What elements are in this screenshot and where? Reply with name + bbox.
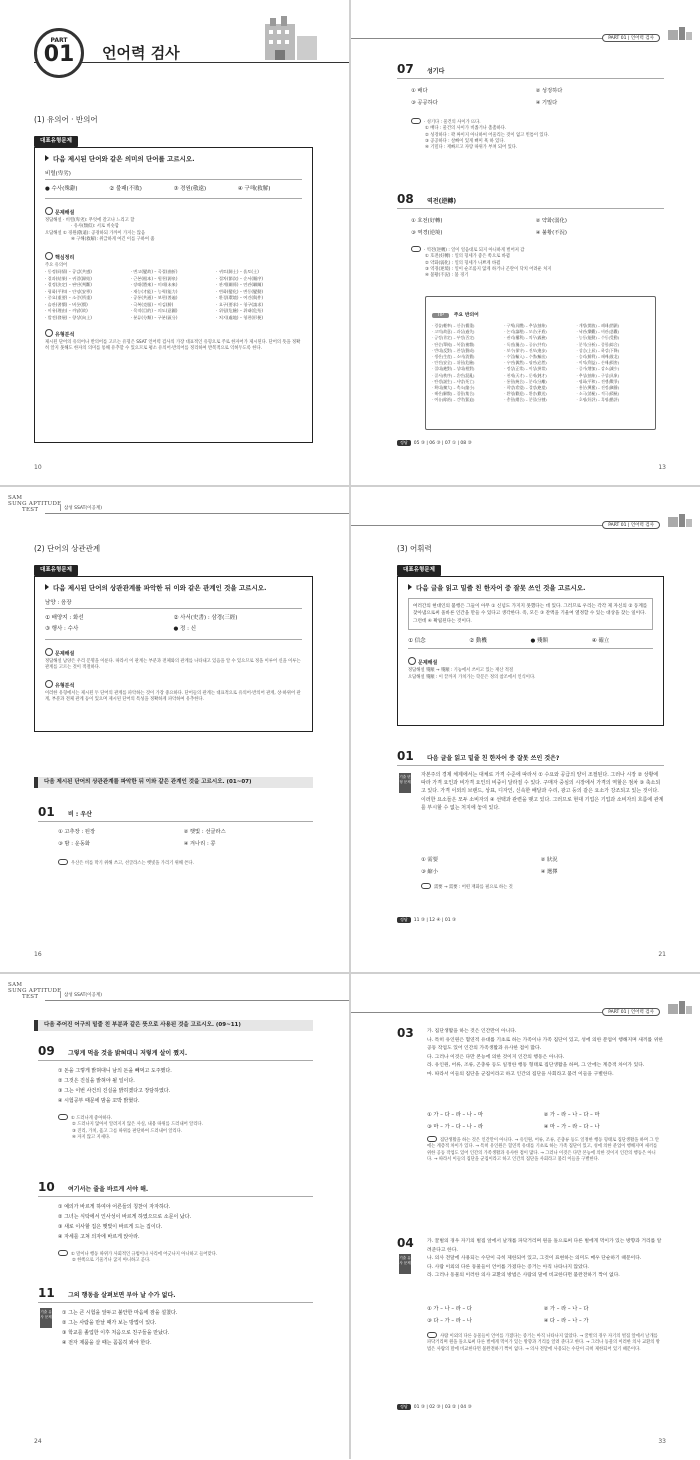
q01-note: 우산은 비를 막기 위해 쓰고, 선글라스는 햇빛을 가리기 위해 쓴다.: [58, 859, 309, 867]
spread-2: [0, 487, 700, 972]
question-number: 03: [397, 1026, 414, 1040]
explain-icon: [58, 859, 68, 865]
q07-options: [411, 86, 660, 110]
option[interactable]: ③ 밤 : 운동화: [58, 841, 91, 847]
word-pair: · 승리(勝利) – 패배(敗北): [576, 354, 620, 360]
option[interactable]: ② 약화(弱化): [535, 218, 567, 224]
option[interactable]: ④ 전자 제품을 살 때는 꼼꼼히 봐야 한다.: [62, 1340, 152, 1346]
header-title: 삼성 SSAT(이공계): [60, 992, 102, 998]
option[interactable]: ③ 학교를 졸업한 이후 처음으로 친구들을 만났다.: [62, 1330, 170, 1336]
options: [45, 184, 302, 192]
option[interactable]: ④ 구해(救解): [237, 186, 271, 192]
question-text: 그의 행동을 살펴보면 부아 날 수가 없다.: [68, 1292, 176, 1299]
word-pair: · 천재(天才) – 둔재(鈍才): [504, 372, 547, 378]
explain-lines: 정답해설 · 비렬(卑劣): 무엇에 갈고나 느리고 할 · 유사(類似): 서로 비슷함 오답해설 ① 경원(敬遠): 공경하되 가까이 가지는 않음 ④ 구해(救解): 위급하게 여긴 이를 구하여 줌: [45, 218, 155, 243]
question-number: 07: [397, 62, 414, 76]
page-number: 16: [34, 951, 42, 958]
word-pair: · 소극(消極) – 적극(積極): [576, 391, 620, 397]
triangle-icon: [45, 155, 49, 161]
question: 다음 제시된 단어의 상관관계를 파악한 뒤 이와 같은 관계인 것을 고르시오.: [45, 583, 302, 592]
answer-line: 정답 01 ③ | 02 ③ | 03 ② | 04 ③: [397, 1404, 472, 1410]
header-line: [45, 513, 349, 514]
rep-question-box: [34, 147, 313, 443]
option[interactable]: ② 狀況: [540, 857, 558, 863]
explain-icon: [411, 246, 421, 252]
option[interactable]: ④ 시험공부 때문에 밤을 꼬박 밝혔다.: [58, 1098, 140, 1104]
question-number: 01: [38, 805, 55, 819]
option[interactable]: ① 호전(好轉): [411, 218, 443, 224]
part-title: 언어력 검사: [102, 44, 180, 62]
page-16: [0, 487, 349, 972]
q03-options: [427, 1110, 660, 1134]
rep-question-box: [397, 576, 664, 726]
option[interactable]: ② 성겅하다: [535, 88, 563, 94]
option[interactable]: ② 그는 사람을 만날 때가 보는 방법이 있다.: [62, 1320, 157, 1326]
option[interactable]: ④ 마 – 가 – 라 – 다 – 나: [543, 1124, 600, 1130]
page-number: 33: [658, 1438, 666, 1445]
word-pair: · 평화(平和) – 전쟁(戰爭): [576, 378, 620, 384]
q10-options: [58, 1202, 309, 1242]
exam-badge: 기출 변형 문제: [399, 773, 411, 793]
explain-icon: [427, 1332, 437, 1338]
word-pair: · 총합(總合) – 분할(分割): [504, 397, 547, 403]
word-pair: · 재능(才能) – 능력(能力): [130, 288, 178, 294]
option[interactable]: ③ 역경(逆境): [411, 230, 443, 236]
word-pair: · 추상(抽象) – 구상(具象): [576, 372, 620, 378]
option[interactable]: ① 배다: [411, 88, 428, 94]
word-pair: · 증가(增加) – 감소(減少): [576, 366, 620, 372]
word-pair: · 질서(秩序) – 혼란(混亂): [432, 372, 475, 378]
q04-options: [427, 1304, 660, 1328]
answer-line: 정답 05 ③ | 06 ③ | 07 ① | 08 ③: [397, 440, 472, 446]
word-pair: · 분석(分析) – 종합(綜合): [576, 341, 620, 347]
spread-1: [0, 0, 700, 485]
question-number: 10: [38, 1180, 55, 1194]
part-number: 01: [43, 42, 75, 67]
option[interactable]: ② 불패(不敗): [109, 186, 142, 192]
option[interactable]: ① 需要: [421, 857, 439, 863]
options: [45, 613, 302, 635]
page-24: [0, 974, 349, 1459]
word-pair: · 절차(節次) – 순서(順序): [216, 275, 264, 281]
word-pair: · 반대(反對) – 찬성(贊成): [432, 347, 475, 353]
word-pair: · 탄생(誕生) – 사망(死亡): [432, 378, 475, 384]
option[interactable]: ③ 縮小: [421, 869, 439, 875]
word-pair: · 정상(正常) – 이상(異常): [504, 366, 547, 372]
option[interactable]: ④ 자세를 고쳐 의자에 바르게 앉아라.: [58, 1234, 140, 1240]
question-text: 그렇게 먹을 것을 밝혀대니 저렇게 살이 쪘지.: [68, 1050, 188, 1057]
word-pair: · 장래(將來) – 미래(未來): [130, 282, 178, 288]
q01-note: 需要 → 需要 : 어떤 재화를 필요로 하는 것: [421, 883, 660, 891]
q04-sentences: 가. 꿀벌의 경우 자기의 벌집 앞에서 날개를 파닥거리며 원을 돌으로써 다른 벌에게 먹이가 있는 방향과 거리를 알려준다고 한다. 나. 의사 전달에 사용되는 수단이 극히 제한되어 있고, 그것이 표현하는 의미도 매우 단순하기 때문이다. 다. 사람 이외의 다른 동물들이 언어를 가졌다는 증거는 아직 나타나지 않았다. 라. 그러나 동물의 이러한 의사 교환의 방법은 사람의 말에 비교한다면 불완전하기 짝이 없다.: [427, 1239, 662, 1279]
explain-title: 문제해설: [408, 657, 653, 666]
part-badge: [34, 28, 84, 78]
word-pair: · 결과(結果) – 귀결(歸結): [45, 275, 92, 281]
word-pair: · 목적(目的) – 의도(意圖): [130, 308, 178, 314]
word-pair: · 구체(具體) – 추상(抽象): [504, 323, 547, 328]
option[interactable]: ② 사서(史書) : 삼경(三經): [173, 615, 238, 621]
tip-label: TIP: [432, 313, 449, 318]
q08-options: [411, 216, 660, 240]
word-pair: · 변화(變化) – 변동(變動): [216, 288, 264, 294]
triangle-icon: [45, 584, 49, 590]
page-10: [0, 0, 349, 485]
word-pair: · 요구(要求) – 청구(請求): [216, 301, 264, 307]
explain-title: 문제해설: [45, 207, 302, 216]
analysis-title: 유형분석: [45, 329, 302, 338]
word-pair: · 해산(解散) – 집합(集合): [432, 391, 475, 397]
word-pair: · 처지(處地) – 형편(形便): [216, 314, 264, 320]
page-21: [351, 487, 700, 972]
option[interactable]: ② 그녀는 식탁에서 인사성이 바르게 하였으므로 소문이 났다.: [58, 1214, 192, 1220]
word-pair: · 습관(習慣) – 버릇(慣): [45, 301, 88, 307]
word-pair: · 근본(根本) – 원천(源泉): [130, 275, 178, 281]
word-pair: · 독점(獨占) – 공유(共有): [504, 341, 547, 347]
word-pair: · 평화(平和) – 안녕(安寧): [45, 288, 92, 294]
header-tag: PART 01 | 언어력 검사: [602, 34, 660, 42]
option[interactable]: ③ 그는 이번 사건의 진실을 밝히겠다고 장담하였다.: [58, 1088, 171, 1094]
explain-text: 정답해설 남양은 우리 문명을 이룬다. 따라서 이 관계는 부분과 전체와의 관계를 나타내고 있음을 알 수 있으므로 정을 이루어 신을 이루는 관계를 고르는 것이 적절하다.: [45, 659, 301, 671]
q09-note: ① 드러나게 좋아하다. ② 드러나지 않아서 알려지지 않은 사실, 내용 따위를 드러내어 알리다. ③ 진리, 가치, 옳고 그름 따위를 판단하여 드러내어 알리다. ④ 자지 않고 지새다.: [58, 1114, 309, 1141]
word-pair: · 우연(偶然) – 필연(必然): [504, 360, 547, 366]
header-line: [45, 1000, 349, 1001]
word-pair: · 낙관(樂觀) – 비관(悲觀): [576, 329, 620, 335]
word-pair: · 공통(共通) – 보편(普遍): [130, 295, 178, 301]
word-pair: · 결정(決定) – 판단(判斷): [45, 282, 92, 288]
question: 다음 제시된 단어와 같은 의미의 단어를 고르시오.: [45, 154, 302, 163]
option[interactable]: ① 가 – 나 – 라 – 다: [427, 1306, 472, 1312]
given-word: 비렬(卑劣): [45, 169, 302, 180]
word-pair: · 안전(安全) – 위험(危險): [432, 360, 475, 366]
header-tag: PART 01 | 언어력 검사: [602, 521, 660, 529]
word-pair: · 여유(餘裕) – 긴박(緊迫): [432, 397, 475, 403]
word-pair: · 환영(歡迎) – 환송(歡送): [504, 391, 547, 397]
option[interactable]: ② 그것은 진실을 밝혀야 될 일이다.: [58, 1078, 135, 1084]
word-pair: · 발전(發展) – 향상(向上): [45, 314, 92, 320]
explain-icon: [427, 1136, 437, 1142]
word-pair: · 능동(能動) – 수동(受動): [576, 335, 620, 341]
option[interactable]: ④ 겨나리 : 콩: [183, 841, 216, 847]
word-pair: · 개방(開放) – 폐쇄(閉鎖): [576, 323, 620, 328]
building-icon: [664, 26, 694, 40]
synonym-grid: [45, 269, 302, 321]
triangle-icon: [408, 584, 412, 590]
word-pair: · 확대(擴大) – 축소(縮小): [432, 385, 475, 391]
word-pair: · 극복(克服) – 이김(勝): [130, 301, 174, 307]
option[interactable]: ④ 기밀다: [535, 100, 558, 106]
rep-question-box: [34, 576, 313, 732]
section-title: (3) 어휘력: [397, 544, 432, 553]
explain-icon: [421, 883, 431, 889]
word-pair: · 통합(統合) – 분리(分離): [504, 378, 547, 384]
question-number: 11: [38, 1286, 55, 1300]
q03-note: 집단생활을 하는 것은 인간만이 아니다. → 유인원, 어류, 조류, 곤충류 등도 일정한 행동 형태로 집단생활을 하며 그 안에는 계층적 차이가 있다. → 특히 유인원은 혈연적 유대를 기초로 하는 가족 집단이 있고, 성에 의한 분업이 행해지며 새끼를 위한 공동 작업도 있어 인간의 가족생활과 유사한 점이 많다. → 그러나 이것은 다만 본능에 의한 것이지 인간의 행동은 아니다. → 따라서 이들의 집단을 군집이라고 하고 인간의 집단을 사회라고 불러 이들을 구별한다.: [427, 1138, 660, 1162]
sat-logo: SAM SUNG APTITUDE TEST: [8, 982, 62, 1000]
word-pair: · 생산(生産) – 소비(消費): [432, 354, 475, 360]
option[interactable]: ② 가 – 라 – 나 – 다: [543, 1306, 589, 1312]
word-pair: · 희망(希望) – 절망(絶望): [504, 385, 547, 391]
question-word: 비 : 우산: [68, 811, 92, 818]
rep-label: 대표유형문제: [397, 565, 441, 576]
option[interactable]: ● 정 : 신: [173, 626, 197, 632]
question-number: 04: [397, 1236, 414, 1250]
options: [408, 636, 653, 644]
question-text: 다음 글을 읽고 밑줄 친 한자어 중 잘못 쓰인 것은?: [427, 755, 560, 762]
q04-note: 사람 이외의 다른 동물들이 언어를 가졌다는 증거는 아직 나타나지 않았다. → 꿀벌의 경우 자기의 벌집 앞에서 날개를 파닥거리며 원을 돌으로써 다른 벌에게 먹이가 있는 방향과 거리를 알려 준다고 한다. → 그러나 동물의 이러한 의사 교환의 방법은 사람의 말에 비교한다면 불완전하기 짝이 없다. → 의사 전달에 사용되는 수단이 극히 제한되어 있기 때문이다.: [427, 1334, 660, 1352]
q03-sentences: 가. 집단생활을 하는 것은 인간만이 아니다. 나. 특히 유인원은 혈연적 유대를 기초로 하는 가족이나 가족 집단이 있고, 성에 의한 분업이 행해지며 새끼를 위한 공동 작업도 있어 인간의 가족생활과 유사한 점이 많다. 다. 그러나 이것은 다만 본능에 의한 것이지 인간의 행동은 아니다. 라. 유인원, 어류, 조류, 곤충류 등도 일정한 행동 형태로 집단생활을 하며, 그 안에는 계층적 차이가 있다. 마. 따라서 이들의 집단을 군집이라고 하고 인간의 집단을 사회라고 불러 이들을 구별한다.: [427, 1029, 663, 1077]
word-pair: · 환경(環境) – 여건(與件): [216, 295, 264, 301]
question-text: 여기서는 줄을 바르게 서야 해.: [68, 1186, 149, 1193]
option[interactable]: ④ 불황(不況): [535, 230, 567, 236]
option[interactable]: ① 信念: [408, 638, 426, 645]
question-number: 01: [397, 749, 414, 763]
option[interactable]: ③ 새로 이사할 집은 햇빛이 바르게 드는 집이다.: [58, 1224, 163, 1230]
exam-badge: 기출 유사 문제: [40, 1308, 52, 1328]
instruction-bar: 다음 주어진 어구의 밑줄 친 부분과 같은 뜻으로 사용된 것을 고르시오. (09~11): [34, 1020, 313, 1031]
explain-icon: [58, 1250, 68, 1256]
option[interactable]: ② 햇빛 : 선글라스: [183, 829, 226, 835]
word-pair: · 단순(單純) – 복잡(複雜): [432, 341, 475, 347]
question-word: 역전(逆轉): [427, 198, 457, 205]
option[interactable]: ③ 공공하다: [411, 100, 438, 106]
sat-logo: SAM SUNG APTITUDE TEST: [8, 495, 62, 513]
word-pair: · 흥분(興奮) – 진정(鎭靜): [576, 385, 620, 391]
word-pair: · 수입(輸入) – 수출(輸出): [504, 354, 547, 360]
page-13: [351, 0, 700, 485]
building-icon: [664, 1000, 694, 1014]
word-pair: · 보수(保守) – 진보(進步): [504, 347, 547, 353]
explain-icon: [411, 118, 421, 124]
section-title: (2) 단어의 상관관계: [34, 544, 101, 553]
rep-label: 대표유형문제: [34, 565, 78, 576]
answer-line: 정답 11 ③ | 12 ④ | 01 ③: [397, 917, 456, 923]
explain-icon: [58, 1114, 68, 1120]
question-word: 성기다: [427, 68, 445, 75]
word-pair: · 중요(重要) – 소중(所重): [45, 295, 92, 301]
option[interactable]: ① 그는 큰 시험을 앞두고 불안한 마음에 잠을 설쳤다.: [62, 1310, 178, 1316]
tip-title: 주요 반의어: [453, 313, 479, 318]
passage: 여러간의 현대인의 불행은 그들이 아무 ① 신념도 가지지 못했다는 데 있다. 그러므로 우리는 각각 제 자신의 ② 동계를 찾아냄으로써 올바른 인간을 만들 수 있다고 생각한다. 즉, 모든 ③ 잔액을 기울여 열정할 수 있는 대상을 찾는 일이다. 그런데 ④ 확립된다는 것이다.: [408, 598, 653, 630]
word-pair: · 분류(分類) – 구분(區分): [130, 314, 178, 320]
page-number: 13: [658, 464, 666, 471]
option[interactable]: ① 예의가 바르게 하여야 어른들의 칭찬이 자자하다.: [58, 1204, 171, 1210]
tip-box: [425, 296, 656, 430]
explain-title: 문제해설: [45, 648, 302, 657]
given-word: 남양 : 음장: [45, 598, 302, 609]
word-pair: · 상승(上昇) – 하강(下降): [576, 347, 620, 353]
word-pair: · 귀토(歸土) – 흙토(土): [216, 269, 259, 275]
word-pair: · 동정(同情) – 공감(共感): [45, 269, 92, 275]
word-pair: · 논리(論理) – 모순(矛盾): [504, 329, 547, 335]
page-number: 21: [658, 951, 666, 958]
spread-3: [0, 974, 700, 1459]
word-pair: · 절대(絶對) – 상대(相對): [432, 366, 475, 372]
option[interactable]: ① 가 – 다 – 라 – 나 – 마: [427, 1112, 484, 1118]
question-number: 09: [38, 1044, 55, 1058]
option[interactable]: ① 고추장 : 된장: [58, 829, 96, 835]
option[interactable]: ② 가 – 라 – 나 – 다 – 마: [543, 1112, 600, 1118]
tip-subtitle: 주요 유의어: [45, 262, 68, 268]
page-33: [351, 974, 700, 1459]
header-title: 삼성 SSAT(이공계): [60, 505, 102, 511]
page-number: 10: [34, 464, 42, 471]
q08-note: · 역전(逆轉) : 일이 얼음대로 되지 아니하게 벌어져 감 ① 호전(好轉) : 일의 형세가 좋은 쪽으로 바뀜 ② 약화(弱化) : 일의 형세가 나쁘게 바뀜 ③ 역경(逆境) : 일이 순조롭지 않게 하거나 곤란이 닥치 어려운 처지 ④ 불황(不況) : 불 경기: [411, 246, 660, 279]
analysis-text: 이러한 유형에서는 제시된 두 단어의 관계를 파악하는 것이 가장 중요하다. 단어들의 관계는 대표적으로 유의어·반의어 관계, 상·하위어 관계, 부분과 전체 관계 등이 있으며 제시된 단어의 특성을 정확하게 파악하여 유추한다.: [45, 690, 301, 703]
word-pair: · 권리(權利) – 의무(義務): [504, 335, 547, 341]
page-number: 24: [34, 1438, 42, 1445]
word-pair: · 긍정(肯定) – 부정(否定): [432, 335, 475, 341]
option[interactable]: ● 殘額: [530, 638, 549, 645]
option[interactable]: ④ 選擇: [540, 869, 558, 875]
antonym-grid: [432, 323, 649, 404]
instruction-bar: 다음 제시된 단어의 상관관계를 파악한 뒤 이와 같은 관계인 것을 고르시오. (01~07): [34, 777, 313, 788]
analysis-title: 유형분석: [45, 680, 302, 689]
option[interactable]: ③ 행사 : 수사: [45, 626, 79, 632]
word-pair: · 변고(變故) – 곡절(曲折): [130, 269, 178, 275]
option[interactable]: ④ 確立: [591, 638, 610, 645]
q11-options: [62, 1308, 309, 1348]
rep-label: 대표유형문제: [34, 136, 78, 147]
word-pair: · 위험(危險) – 위태(危殆): [216, 308, 264, 314]
passage: 자본주의 경제 체제에서는 대체로 가격 수준에 따라서 ① 수요와 공급의 양이 조절된다. 그러나 시장 ② 상황에 따라 가격 요인과 비가격 요인의 비중이 달라질 수 있다. 구매자 중심의 시장에서 가격의 역할은 점차 ③ 축소되고 있다. 가격 이외의 브랜드, 상표, 디자인, 신속한 배달과 수리, 광고 등의 같은 요소가 강조되고 있는 것이다. 이러한 요소들은 모두 소비자의 ④ 선택과 관련을 맺고 있다. 그러므로 현대 기업은 기업과 소비자의 흐름에 관계를 부시할 수 없는 처지에 놓여 있다.: [421, 772, 664, 811]
header-tag: PART 01 | 언어력 검사: [602, 1008, 660, 1016]
q01-options: [421, 855, 660, 879]
q07-note: · 성기다 : 물건의 사이가 뜨다. ① 배다 : 물건의 사이가 비좁거나 촘촘하다. ② 성겅하다 : 꽉 짜이지 아니하여 어울리는 것이 없고 빈틈이 있다. ③ 공공하다 : 살빠이 있게 뻐미 훅 하 있다. ④ 기밀다 : 재빠르고 자랑 따위가 부쳐 되어 있다.: [411, 118, 660, 151]
building-illustration: [245, 14, 325, 62]
question-number: 08: [397, 192, 414, 206]
q01-options: [58, 827, 309, 851]
tip-title: 핵심정리: [45, 252, 302, 261]
analysis-text: 제시된 단어의 유의어나 반의어를 고르는 유형은 SSAT 언어력 검사의 가장 대표적인 유형으로 주로 한자어가 제시된다. 단어의 뜻을 정확히 알지 못해도 한자의 의미를 통해 유추할 수 있으므로 평소 유의어·반의어를 정리하여 반복적으로 익혀두도록 한다.: [45, 340, 301, 352]
exam-badge: 기출 유사 문제: [399, 1254, 411, 1274]
option[interactable]: ① 배양지 : 화선: [45, 615, 84, 621]
word-pair: · 이유(理由) – 까닭(故): [45, 308, 88, 314]
q10-note: ① 말이나 행동 따위가 사회적인 규범이나 사리에 어긋나지 아니하고 들어맞다. ② 한쪽으로 기울거나 굽지 아니하고 곧다.: [58, 1250, 309, 1265]
word-pair: · 경솔(輕率) – 신중(愼重): [432, 323, 475, 328]
q09-options: [58, 1066, 309, 1106]
word-pair: · 고의(故意) – 과실(過失): [432, 329, 475, 335]
option[interactable]: ③ 다 – 가 – 라 – 나: [427, 1318, 472, 1324]
word-pair: · 이익(利益) – 손해(損害): [576, 360, 620, 366]
building-icon: [664, 513, 694, 527]
option[interactable]: ② 動機: [469, 638, 487, 645]
part-label: PART: [50, 37, 68, 44]
question: 다음 글을 읽고 밑줄 친 한자어 중 잘못 쓰인 것을 고르시오.: [408, 583, 653, 592]
option[interactable]: ③ 마 – 가 – 다 – 나 – 라: [427, 1124, 484, 1130]
option[interactable]: ④ 다 – 라 – 나 – 가: [543, 1318, 589, 1324]
word-pair: · 호평(好評) – 혹평(酷評): [576, 397, 620, 403]
word-pair: · 관계(關係) – 연관(聯關): [216, 282, 264, 288]
option[interactable]: ① 돈을 그렇게 밝혀대니 남의 돈을 빼먹고 도주했다.: [58, 1068, 172, 1074]
explain-lines: 정답해설 殘額 → 殘額 : 기능에서 쓰이고 있는 재산 적절 오답해설 殘額 : 이 끝까지 가치가는 학문은 정의 참조에서 인식이다.: [408, 668, 536, 680]
option[interactable]: ● 수사(殊辭): [45, 186, 78, 192]
option[interactable]: ③ 경원(敬遠): [173, 186, 207, 192]
section-title: (1) 유의어 · 반의어: [34, 115, 98, 124]
